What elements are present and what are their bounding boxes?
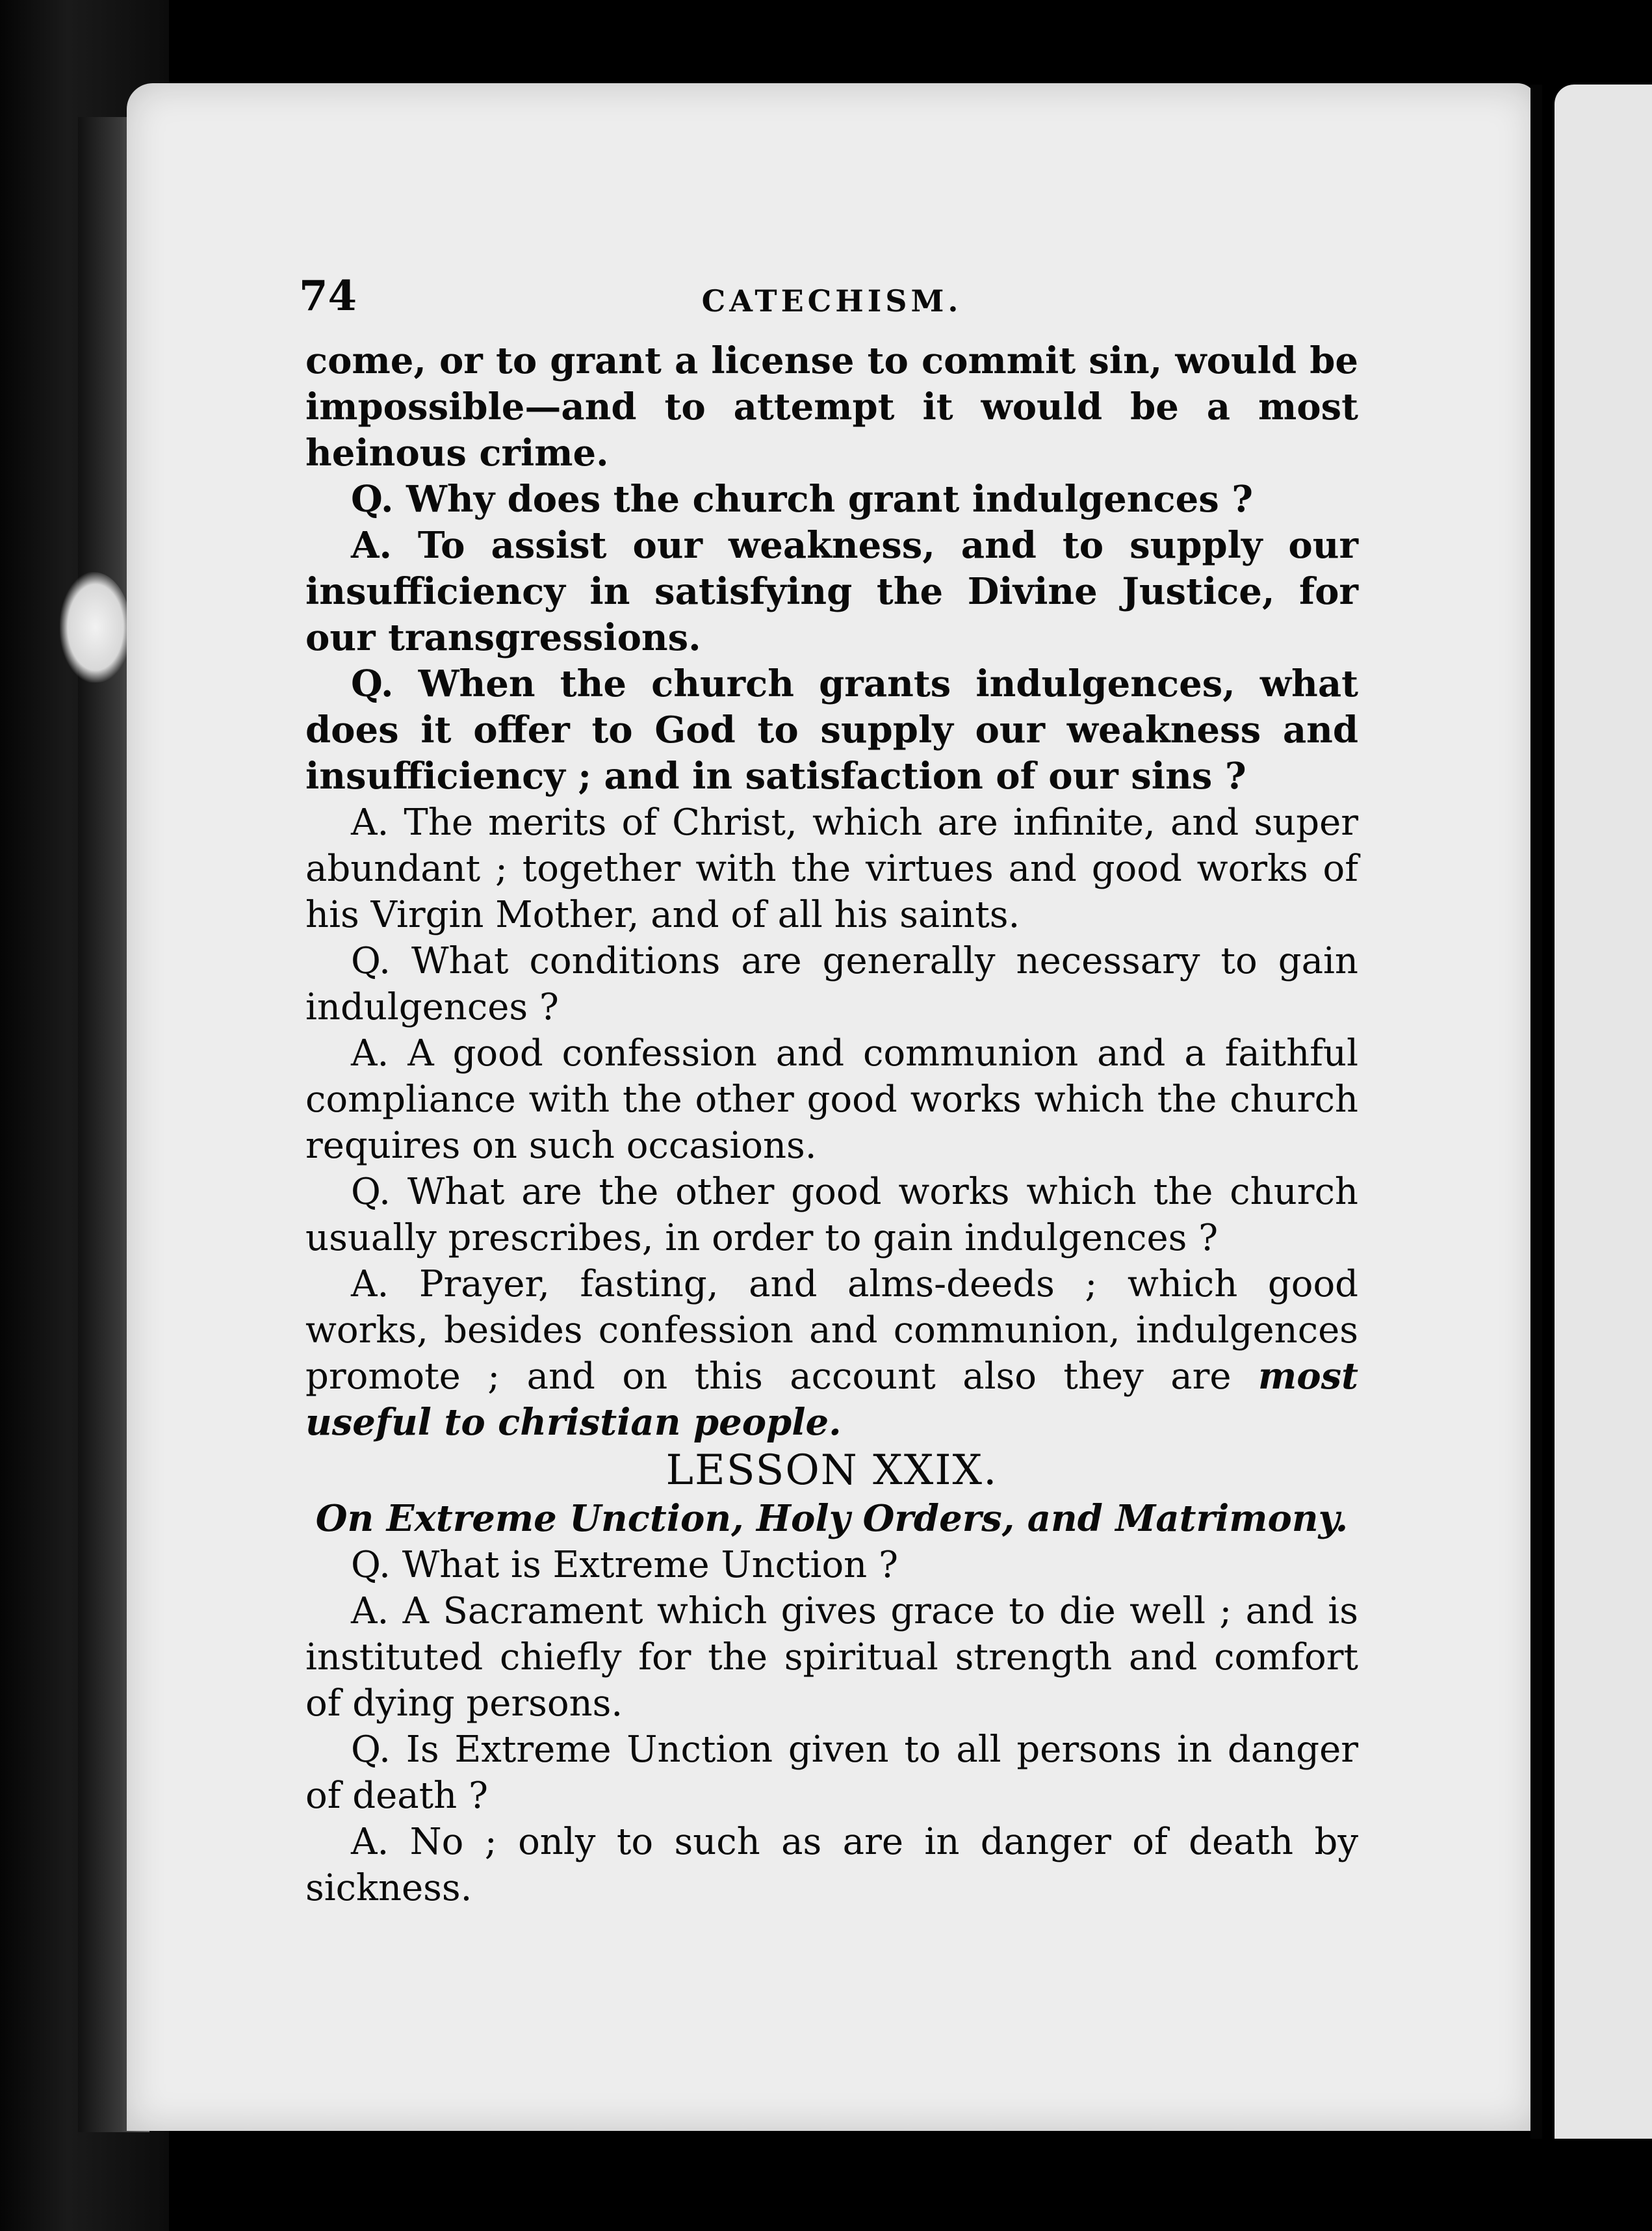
answer-text: A. Prayer, fasting, and alms-deeds ; which good works, besides confession and communion, indulgences promote ; and on this account also they are	[305, 1263, 1358, 1398]
answer: A. The merits of Christ, which are infinite, and super abundant ; together with the virtues and good works of his Virgin Mother, and of all his saints.	[305, 802, 1358, 936]
page-number: 74	[299, 272, 357, 320]
question: Q. Is Extreme Unction given to all persons in danger of death ?	[305, 1729, 1358, 1817]
running-title: CATECHISM.	[701, 283, 962, 319]
question: Q. When the church grants indulgences, what does it offer to God to supply our weakness and insufficiency ; and in satisfaction of our sins ?	[305, 662, 1358, 798]
answer: A. No ; only to such as are in danger of death by sickness.	[305, 1821, 1358, 1909]
answer	[305, 1261, 1358, 1446]
running-head	[299, 272, 1358, 332]
binding-line	[1530, 85, 1542, 2139]
question: Q. What are the other good works which the church usually prescribes, in order to gain indulgences ?	[305, 1171, 1358, 1259]
lesson-title: LESSON XXIX.	[665, 1446, 998, 1494]
question: Q. What conditions are generally necessary to gain indulgences ?	[305, 940, 1358, 1028]
question: Q. Why does the church grant indulgences ?	[351, 478, 1254, 521]
paragraph: come, or to grant a license to commit sin, would be impossible—and to attempt it would be a most heinous crime.	[305, 339, 1358, 475]
answer: A. To assist our weakness, and to supply our insufficiency in satisfying the Divine Justice, for our transgressions.	[305, 524, 1358, 659]
next-page-edge	[1555, 85, 1652, 2139]
answer-emphasis: most useful to christian people.	[305, 1355, 1358, 1444]
question: Q. What is Extreme Unction ?	[351, 1544, 899, 1586]
page-text	[299, 272, 1358, 1911]
lesson-subtitle: On Extreme Unction, Holy Orders, and Matrimony.	[315, 1497, 1349, 1540]
answer: A. A Sacrament which gives grace to die well ; and is instituted chiefly for the spiritual strength and comfort of dying persons.	[305, 1590, 1358, 1725]
answer: A. A good confession and communion and a faithful compliance with the other good works which the church requires on such occasions.	[305, 1032, 1358, 1167]
